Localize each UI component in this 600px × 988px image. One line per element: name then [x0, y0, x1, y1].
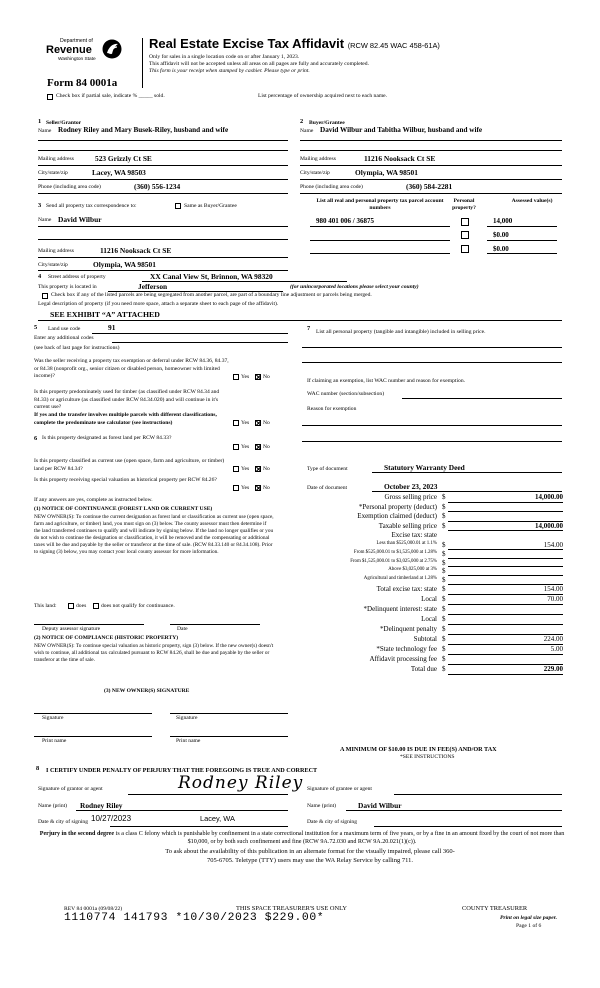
parcel-line-1	[310, 226, 450, 227]
header-note-1: Only for sales in a single location code on or after January 1, 2023.	[149, 54, 300, 60]
s5-q1-yes: Yes	[241, 374, 250, 380]
notice2-body: NEW OWNER(S): To continue special valuation as historic property, sign (3) below. If the new owner(s) doesn't wish to continue, all additional tax calculated pursuant to RCW 84.26, shall be due and payable by the seller or transferor at the time of sale.	[34, 643, 274, 664]
tax-dollar-sign: $	[442, 595, 446, 603]
seller-city[interactable]: Lacey, WA 98503	[92, 168, 146, 177]
unincorporated-note: (for unincorporated locations please select your county)	[290, 284, 419, 290]
tax-label-tiers-2-label: From $1,525,000.01 to $3,025,000 at 2.75%	[350, 558, 437, 564]
s8-section-num: 8	[36, 765, 40, 772]
seller-city-line	[38, 179, 288, 180]
personal-checkbox-2[interactable]	[461, 231, 469, 239]
reason-label: Reason for exemption	[307, 406, 357, 412]
s5-q1-no-checkbox[interactable]	[255, 374, 261, 380]
corr-city-label: City/state/zip	[38, 262, 68, 268]
corr-mailing-line	[38, 257, 288, 258]
s6-section-num: 6	[34, 435, 38, 442]
doc-type[interactable]: Statutory Warranty Deed	[384, 463, 465, 472]
corr-section-num: 3	[38, 202, 42, 209]
tax-value-total_due[interactable]: 229.00	[543, 665, 563, 673]
form-number: Form 84 0001a	[47, 77, 118, 89]
notice2-title: (2) NOTICE OF COMPLIANCE (HISTORIC PROPERTY)	[34, 635, 179, 641]
buyer-mailing-line	[300, 165, 562, 166]
corr-mailing[interactable]: 11216 Nooksack Ct SE	[100, 246, 172, 255]
new-owner-sig-label-2: Signature	[176, 715, 198, 721]
doc-type-line	[372, 472, 562, 473]
parcel-line-3	[310, 253, 450, 254]
deputy-sig-line	[34, 624, 144, 625]
tax-label-del_penalty: *Delinquent penalty	[380, 625, 437, 633]
seller-line-b	[38, 150, 288, 151]
buyer-line-b	[300, 150, 562, 151]
minimum-note: A MINIMUM OF $10.00 IS DUE IN FEE(S) AND/OR TAX	[340, 746, 497, 753]
alt-format-notice: To ask about the availability of this publication in an alternate format for the visually impaired, please call 360-705-6705. Teletype (TTY) users may use the WA Relay Service by calling 711.	[165, 848, 455, 864]
tax-value-line	[448, 644, 563, 645]
see-back-label: (see back of last page for instructions)	[34, 345, 120, 351]
tax-dollar-sign: $	[442, 567, 446, 576]
seller-name-label: Name	[38, 128, 52, 134]
page-number: Page 1 of 6	[516, 923, 542, 929]
does-not-checkbox[interactable]	[93, 603, 99, 609]
seller-name[interactable]: Rodney Riley and Mary Busek-Riley, husband and wife	[58, 126, 229, 134]
grantor-city[interactable]: Lacey, WA	[200, 814, 235, 823]
corr-name-label: Name	[38, 217, 52, 223]
legal-desc-value[interactable]: SEE EXHIBIT “A” ATTACHED	[50, 310, 160, 319]
dept-state: Washington State	[58, 57, 96, 62]
tax-label-affidavit_fee: Affidavit processing fee	[369, 655, 437, 663]
county-select[interactable]: Jefferson	[138, 282, 168, 291]
tax-dollar-sign: $	[442, 585, 446, 593]
s5-q1-yes-checkbox[interactable]	[233, 374, 239, 380]
s6-q1: Is this property designated as forest land per RCW 84.33?	[42, 435, 172, 441]
corr-line-b	[38, 239, 288, 240]
personal-checkbox-3[interactable]	[461, 245, 469, 253]
corr-name[interactable]: David Wilbur	[58, 215, 102, 224]
s6-q1-no: No	[263, 444, 270, 450]
s7-section-num: 7	[307, 325, 311, 332]
grantor-name[interactable]: Rodney Riley	[80, 801, 123, 810]
s5-section-num: 5	[34, 324, 38, 331]
located-label: This property is located in	[38, 284, 97, 290]
seller-mailing-line	[38, 165, 288, 166]
form-title	[149, 36, 440, 51]
county-treasurer: COUNTY TREASURER	[462, 905, 528, 912]
s6-q3-yes: Yes	[241, 485, 250, 491]
s6-q1-yes-checkbox[interactable]	[233, 444, 239, 450]
receipt-stamp: 1110774 141793 *10/30/2023 $229.00*	[64, 912, 325, 924]
s5-q1: Was the seller receiving a property tax exemption or deferral under RCW 84.36, 84.37, or 84.38 (nonprofit org., senior citizen or disabled person, homeowner with limited income)?	[34, 358, 229, 380]
tax-dollar-sign: $	[442, 493, 446, 501]
assessed-col-header: Assessed value(s)	[511, 198, 553, 204]
s6-q2-yes: Yes	[241, 466, 250, 472]
corr-text: Send all property tax correspondence to:	[46, 203, 137, 209]
grantor-sig-line	[128, 794, 288, 795]
tax-label-exemption: Exemption claimed (deduct)	[357, 512, 437, 521]
buyer-mailing[interactable]: 11216 Nooksack Ct SE	[364, 154, 436, 163]
exemption-text: If claiming an exemption, list WAC number and reason for exemption.	[307, 378, 466, 384]
grantor-name-label: Name (print)	[38, 803, 68, 809]
s6-q1-yes: Yes	[241, 444, 250, 450]
seller-phone-label: Phone (including area code)	[38, 184, 101, 190]
tax-label-local: Local	[421, 595, 437, 603]
grantee-date-line	[374, 826, 562, 827]
new-owner-sig-label-1: Signature	[42, 715, 64, 721]
perjury-notice	[38, 830, 566, 846]
sig-grantee-label: Signature of grantee or agent	[307, 786, 372, 792]
tax-dollar-sign: $	[442, 605, 446, 613]
tax-value-gross[interactable]: 14,000.00	[535, 493, 563, 501]
tax-dollar-sign: $	[442, 665, 446, 673]
dept-name: Revenue	[46, 44, 92, 56]
buyer-name-label: Name	[300, 128, 314, 134]
tax-dollar-sign: $	[442, 635, 446, 643]
partial-sale-label: Check box if partial sale, indicate % _____ sold.	[56, 93, 165, 99]
tax-value-local[interactable]: 70.00	[547, 595, 563, 603]
tax-value-total_state[interactable]: 154.00	[543, 585, 563, 593]
buyer-city-line	[300, 179, 562, 180]
buyer-phone[interactable]: (360) 584-2281	[406, 182, 453, 191]
buyer-section-num: 2	[300, 118, 304, 125]
wac-line	[402, 398, 562, 399]
new-owner-sig-line-1	[34, 713, 152, 714]
land-use-line	[92, 333, 288, 334]
land-use-label: Land use code	[48, 326, 81, 332]
header-note-3: This form is your receipt when stamped by cashier. Please type or print.	[149, 68, 310, 74]
reason-line-2	[302, 441, 562, 442]
corr-line-a	[38, 226, 288, 227]
same-as-buyer-label: Same as Buyer/Grantee	[184, 203, 237, 209]
parcel-col-header: List all real and personal property tax parcel account numbers	[316, 198, 444, 211]
perjury-text: is a class C felony which is punishable by confinement in a state correctional institution for a maximum term of five years, or by a fine in an amount fixed by the court of not more than $10,000, or by both such confinement and fine (RCW 9A.72.030 and RCW 9A.20.021(1)(c)).	[115, 831, 565, 846]
tax-value-line	[448, 594, 563, 595]
title-text: Real Estate Excise Tax Affidavit	[149, 36, 345, 51]
rev-number: REV 84 0001a (09/08/22)	[64, 906, 123, 912]
grantee-name-line	[346, 810, 562, 811]
reason-line-1	[302, 425, 562, 426]
personal-checkbox-1[interactable]	[461, 218, 469, 226]
street-label: Street address of property	[48, 274, 106, 280]
land-use-code[interactable]: 91	[108, 323, 116, 332]
tax-value-line	[448, 575, 563, 576]
seller-phone[interactable]: (360) 556-1234	[134, 182, 181, 191]
seller-heading: Seller/Grantor	[46, 120, 82, 126]
same-as-buyer-checkbox[interactable]	[175, 203, 181, 209]
personal-col-header: Personal property?	[452, 198, 476, 211]
assessed-line-1	[487, 226, 557, 227]
s5-q2-no: No	[263, 420, 270, 426]
tax-value-line	[448, 624, 563, 625]
tax-dollar-sign: $	[442, 576, 446, 585]
s7-line-1	[302, 347, 562, 348]
s5-q2-yes: Yes	[241, 420, 250, 426]
s7-text: List all personal property (tangible and intangible) included in selling price.	[316, 329, 486, 335]
tax-label-excise: Excise tax: state	[391, 531, 437, 540]
tax-label-tiers-0-label: Less than $525,000.01 at 1.1%	[376, 541, 437, 546]
segregated-label: Check box if any of the listed parcels are being segregated from another parcel, are part of a boundary line adjustment or parcels being merged.	[51, 292, 372, 298]
s6-q2-yes-checkbox[interactable]	[233, 466, 239, 472]
notice1-title: (1) NOTICE OF CONTINUANCE (FOREST LAND OR CURRENT USE)	[34, 506, 213, 512]
header-divider	[142, 38, 143, 88]
tax-label-tiers-4-label: Agricultural and timberland at 1.28%	[363, 576, 437, 582]
grantor-signature[interactable]: Rodney Riley	[178, 773, 304, 793]
new-owner-print-line-1	[34, 736, 152, 737]
s5-q2a: Is this property predominately used for timber (as classified under RCW 84.34 and 84.33) or agriculture (as classified under RCW 84.34.020) and will continue in it's current use?	[34, 389, 220, 411]
partial-sale-checkbox[interactable]	[47, 94, 53, 100]
parcel-number-1[interactable]: 980 401 006 / 36875	[316, 217, 374, 225]
grantee-sig-line	[394, 794, 562, 795]
tax-value-line	[448, 530, 563, 531]
tax-dollar-sign: $	[442, 615, 446, 623]
seller-phone-line	[38, 193, 288, 194]
tax-value-line	[448, 549, 563, 550]
buyer-name[interactable]: David Wilbur and Tabitha Wilbur, husband and wife	[320, 126, 483, 134]
buyer-line-a	[300, 140, 562, 141]
legal-desc-label: Legal description of property (if you need more space, attach a separate sheet to each page of the affidavit).	[38, 301, 279, 307]
tax-value-taxable[interactable]: 14,000.00	[535, 521, 563, 530]
s6-q2: Is this property classified as current use (open space, farm and agriculture, or timber) land per RCW 84.34?	[34, 458, 225, 472]
this-land-label: This land:	[34, 603, 57, 609]
seller-mailing[interactable]: 523 Grizzly Ct SE	[95, 154, 152, 163]
s6-q2-no: No	[263, 466, 270, 472]
grantee-name[interactable]: David Wilbur	[358, 801, 402, 810]
assessed-line-3	[487, 253, 557, 254]
tax-label-taxable: Taxable selling price	[378, 521, 437, 530]
tax-label-personal: *Personal property (deduct)	[358, 502, 437, 511]
does-checkbox[interactable]	[68, 603, 74, 609]
tax-value-line	[448, 511, 563, 512]
buyer-heading: Buyer/Grantee	[309, 120, 345, 126]
tax-dollar-sign: $	[442, 655, 446, 663]
perjury-bold: Perjury in the second degree	[39, 831, 115, 837]
tax-label-del_local: Local	[421, 615, 437, 623]
does-not-label: does not qualify for continuance.	[101, 603, 175, 609]
tax-label-tech_fee: *State technology fee	[376, 645, 437, 653]
s5-q2b: If yes and the transfer involves multiple parcels with different classifications, complete the predominate use calculator (see instructions)	[34, 412, 217, 426]
header-note-2: This affidavit will not be accepted unless all areas on all pages are fully and accurately completed.	[149, 61, 369, 67]
tax-label-tiers-3-label: Above $3,025,000 at 3%	[388, 567, 437, 573]
tax-dollar-sign: $	[442, 625, 446, 633]
grantor-date-label: Date & city of signing	[38, 819, 89, 825]
tax-label-total_state: Total excise tax: state	[376, 585, 437, 593]
new-owner-print-line-2	[170, 736, 288, 737]
s6-q3-no: No	[263, 485, 270, 491]
s6-q3-yes-checkbox[interactable]	[233, 485, 239, 491]
s6-if-yes: If any answers are yes, complete as instructed below.	[34, 497, 153, 503]
corr-city[interactable]: Olympia, WA 98501	[93, 260, 156, 269]
tax-label-total_due: Total due	[410, 665, 437, 673]
tax-value-subtotal[interactable]: 224.00	[543, 635, 563, 643]
see-instructions-note: *SEE INSTRUCTIONS	[400, 754, 455, 760]
tax-dollar-sign: $	[442, 645, 446, 653]
new-owner-sig-heading: (3) NEW OWNER(S) SIGNATURE	[104, 688, 190, 694]
buyer-phone-line	[300, 193, 562, 194]
assessed-value-1[interactable]: 14,000	[493, 217, 513, 225]
grantor-date-line	[110, 826, 288, 827]
treasurer-space: THIS SPACE TREASURER'S USE ONLY	[236, 905, 347, 912]
seller-section-num: 1	[38, 118, 42, 125]
parcel-line-2	[310, 240, 450, 241]
additional-codes-line	[112, 342, 288, 343]
buyer-phone-label: Phone (including area code)	[300, 184, 363, 190]
title-ref: (RCW 82.45 WAC 458-61A)	[347, 41, 440, 50]
ownership-note: List percentage of ownership acquired next to each name.	[258, 93, 388, 99]
tax-value-tech_fee[interactable]: 5.00	[550, 645, 563, 653]
revenue-seal-icon	[102, 38, 122, 60]
corr-city-line	[38, 270, 288, 271]
s6-q3: Is this property receiving special valuation as historical property per RCW 84.26?	[34, 477, 217, 483]
tax-value-line	[448, 614, 563, 615]
s6-q1-no-checkbox[interactable]	[255, 444, 261, 450]
new-owner-sig-line-2	[170, 713, 288, 714]
assessed-line-2	[487, 240, 557, 241]
grantee-date-label: Date & city of signing	[307, 819, 358, 825]
s5-q2-yes-checkbox[interactable]	[233, 420, 239, 426]
tax-value-line	[448, 558, 563, 559]
doc-type-label: Type of document	[307, 466, 348, 472]
buyer-city[interactable]: Olympia, WA 98501	[355, 168, 418, 177]
tax-label-del_interest: *Delinquent interest: state	[363, 605, 437, 613]
seller-city-label: City/state/zip	[38, 170, 68, 176]
s5-q2-no-checkbox[interactable]	[255, 420, 261, 426]
doc-date-line	[372, 491, 562, 492]
tax-dollar-sign: $	[442, 541, 446, 549]
s7-line-2	[302, 362, 562, 363]
tax-dollar-sign: $	[442, 502, 446, 511]
revenue-logo	[46, 38, 126, 72]
buyer-city-label: City/state/zip	[300, 170, 330, 176]
grantor-date[interactable]: 10/27/2023	[91, 814, 132, 823]
doc-date[interactable]: October 23, 2023	[384, 482, 438, 491]
assessed-value-3[interactable]: $0.00	[493, 245, 509, 253]
s5-q1-no: No	[263, 374, 270, 380]
notice1-body: NEW OWNER(S): To continue the current designation as forest land or classification as current use (open space, farm and agriculture, or timber) land, you must sign on (3) below. The county assessor must then determine if the land transferred continues to qualify and will indicate by signing below. If the land no longer qualifies or you do not wish to continue the designation or classification, it will be removed and the compensating or additional taxes will be due and payable by the seller or transferor at the time of sale. (RCW 84.33.140 or 84.34.108). Prior to signing (3) below, you may contact your local county assessor for more information.	[34, 514, 274, 556]
tax-dollar-sign: $	[442, 549, 446, 558]
s6-q3-no-checkbox[interactable]	[255, 485, 261, 491]
new-owner-print-label-1: Print name	[42, 738, 67, 744]
tax-dollar-sign: $	[442, 521, 446, 530]
tax-value-line	[448, 674, 563, 675]
segregated-checkbox[interactable]	[42, 293, 48, 299]
deputy-date-line	[170, 624, 260, 625]
seller-line-a	[38, 140, 288, 141]
certify-text: I CERTIFY UNDER PENALTY OF PERJURY THAT THE FOREGOING IS TRUE AND CORRECT	[46, 767, 318, 774]
buyer-mailing-label: Mailing address	[300, 156, 336, 162]
sig-grantor-label: Signature of grantor or agent	[38, 786, 103, 792]
tax-dollar-sign: $	[442, 512, 446, 521]
deputy-date-label: Date	[177, 626, 188, 632]
legal-paper-note: Print on legal size paper.	[500, 915, 558, 921]
wac-label: WAC number (section/subsection)	[307, 391, 385, 397]
does-label: does	[76, 603, 87, 609]
deputy-sig-label: Deputy assessor signature	[42, 626, 101, 632]
s6-q2-no-checkbox[interactable]	[255, 466, 261, 472]
tax-label-subtotal: Subtotal	[413, 635, 437, 643]
corr-mailing-label: Mailing address	[38, 248, 74, 254]
tax-value-line	[448, 566, 563, 567]
street-address[interactable]: XX Canal View St, Brinnon, WA 98320	[150, 272, 273, 281]
property-section-num: 4	[38, 273, 42, 280]
grantor-name-line	[76, 810, 288, 811]
doc-date-label: Date of document	[307, 485, 348, 491]
tax-label-tiers-1-label: From $525,000.01 to $1,525,000 at 1.28%	[353, 549, 437, 555]
tax-value-tiers-0-label[interactable]: 154.00	[543, 541, 563, 549]
street-line	[142, 281, 347, 282]
additional-codes-label: Enter any additional codes	[34, 335, 94, 341]
assessed-value-2[interactable]: $0.00	[493, 231, 509, 239]
grantee-name-label: Name (print)	[307, 803, 337, 809]
tax-dollar-sign: $	[442, 558, 446, 567]
dept-line: Department of	[60, 38, 93, 44]
tax-value-line	[448, 502, 563, 503]
tax-value-line	[448, 654, 563, 655]
tax-value-line	[448, 604, 563, 605]
legal-line	[38, 320, 562, 321]
new-owner-print-label-2: Print name	[176, 738, 201, 744]
tax-label-gross: Gross selling price	[384, 493, 437, 501]
seller-mailing-label: Mailing address	[38, 156, 74, 162]
